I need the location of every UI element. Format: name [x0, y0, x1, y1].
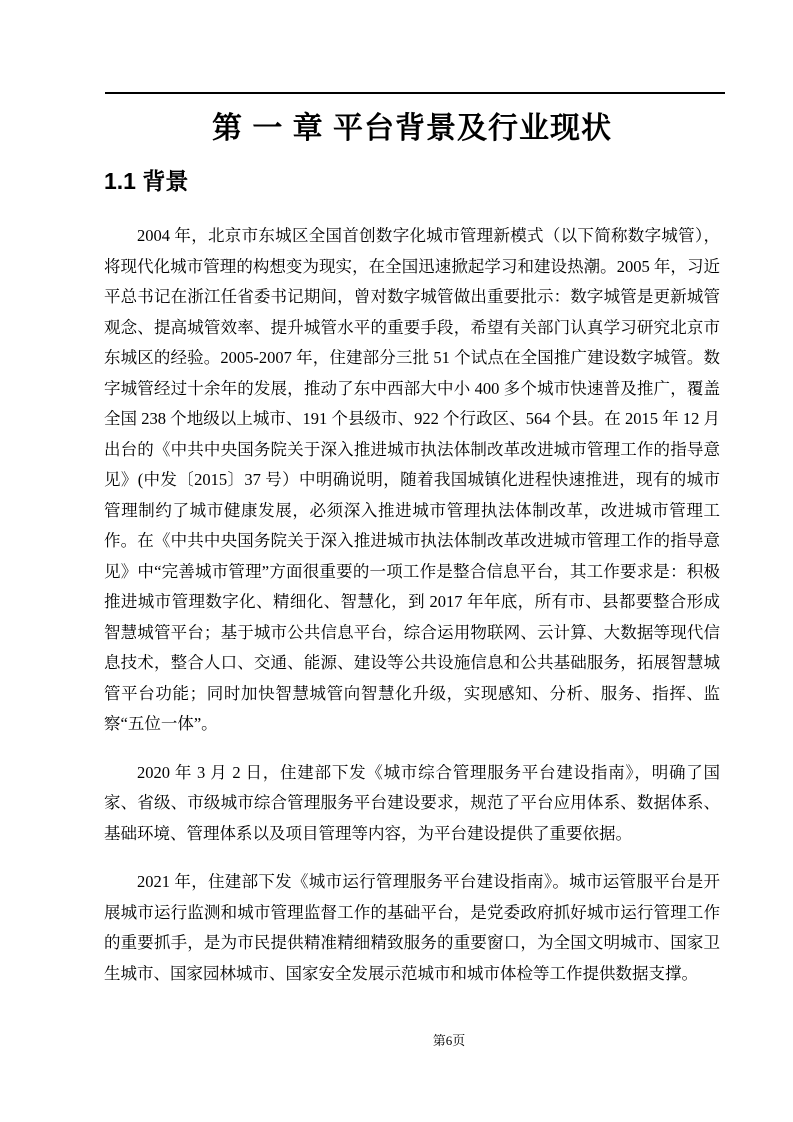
paragraph-1: 2004 年，北京市东城区全国首创数字化城市管理新模式（以下简称数字城管），将现代化城市管理的构想变为现实，在全国迅速掀起学习和建设热潮。2005 年，习近平总书记在浙江任省委书记期间，曾对数字城管做出重要批示：数字城管是更新城管观念、提高城管效率、提升城管水平的重要手段，希望有关部门认真学习研究北京市东城区的经验。2005-2007 年，住建部分三批 51 个试点在全国推广建设数字城管。数字城管经过十余年的发展，推动了东中西部大中小 400 多个城市快速普及推广，覆盖全国 238 个地级以上城市、191 个县级市、922 个行政区、564 个县。在 2015 年 12 月出台的《中共中央国务院关于深入推进城市执法体制改革改进城市管理工作的指导意见》(中发〔2015〕37 号）中明确说明，随着我国城镇化进程快速推进，现有的城市管理制约了城市健康发展，必须深入推进城市管理执法体制改革，改进城市管理工作。在《中共中央国务院关于深入推进城市执法体制改革改进城市管理工作的指导意见》中“完善城市管理”方面很重要的一项工作是整合信息平台，其工作要求是：积极推进城市管理数字化、精细化、智慧化，到 2017 年年底，所有市、县都要整合形成智慧城管平台；基于城市公共信息平台，综合运用物联网、云计算、大数据等现代信息技术，整合人口、交通、能源、建设等公共设施信息和公共基础服务，拓展智慧城管平台功能；同时加快智慧城管向智慧化升级，实现感知、分析、服务、指挥、监察“五位一体”。: [104, 226, 720, 733]
section-heading: 1.1 背景: [104, 168, 189, 194]
paragraph-3: 2021 年，住建部下发《城市运行管理服务平台建设指南》。城市运管服平台是开展城市运行监测和城市管理监督工作的基础平台，是党委政府抓好城市运行管理工作的重要抓手，是为市民提供精准精细精致服务的重要窗口，为全国文明城市、国家卫生城市、国家园林城市、国家安全发展示范城市和城市体检等工作提供数据支撑。: [104, 872, 720, 983]
paragraph-2: 2020 年 3 月 2 日，住建部下发《城市综合管理服务平台建设指南》，明确了国家、省级、市级城市综合管理服务平台建设要求，规范了平台应用体系、数据体系、基础环境、管理体系以及项目管理等内容，为平台建设提供了重要依据。: [104, 762, 720, 843]
chapter-title: 第 一 章 平台背景及行业现状: [211, 112, 612, 145]
body-text: [104, 221, 720, 989]
page-content: [104, 93, 720, 1007]
page-number: 第6页: [432, 1033, 466, 1048]
